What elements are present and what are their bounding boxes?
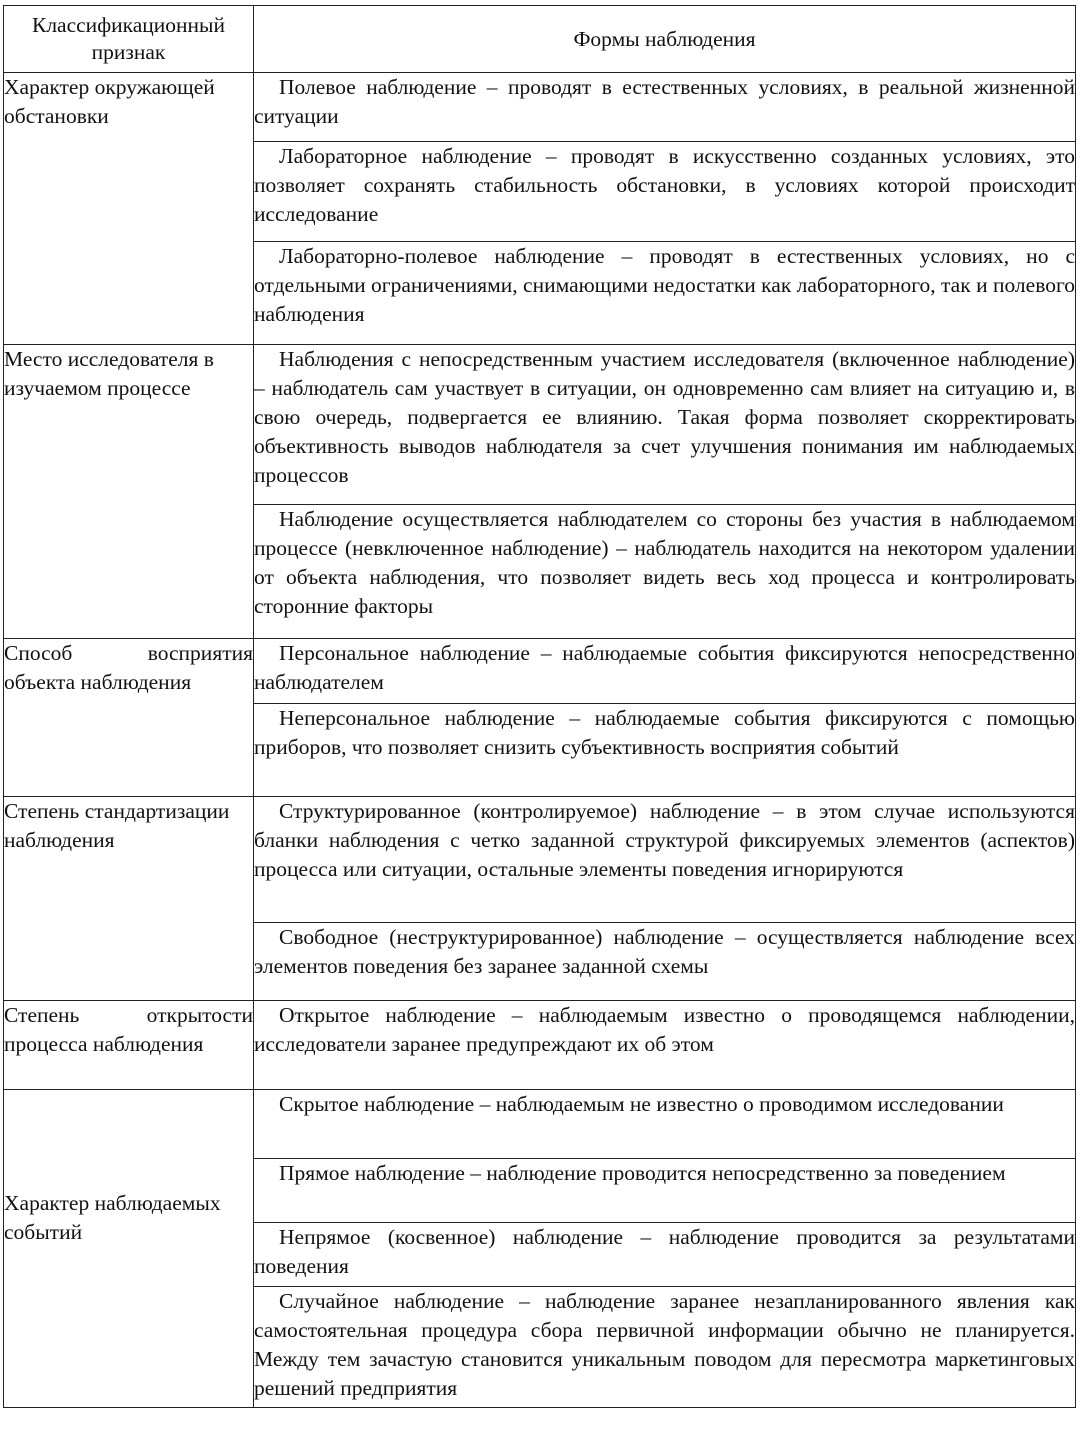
form-text: Прямое наблюдение – наблюдение проводится непосредственно за поведением — [279, 1161, 1006, 1185]
form-text: Непрямое (косвенное) наблюдение – наблюдение проводится за результатами поведения — [254, 1225, 1075, 1278]
form-cell — [254, 1001, 1076, 1090]
criterion-text: Характер наблюдаемых событий — [4, 1190, 221, 1244]
form-cell — [254, 142, 1076, 242]
table-row — [4, 797, 1076, 923]
criterion-cell: Место исследователя в изучаемом процессе — [4, 345, 254, 639]
form-cell — [254, 704, 1076, 797]
form-cell — [254, 242, 1076, 345]
form-cell — [254, 1159, 1076, 1223]
criterion-cell: Характер окружающей обстановки — [4, 73, 254, 345]
form-cell — [254, 345, 1076, 505]
form-cell — [254, 639, 1076, 704]
form-cell — [254, 1223, 1076, 1287]
form-text: Лабораторно-полевое наблюдение – проводят в естественных условиях, но с отдельными ограничениями, снимающими недостатки как лабораторного, так и полевого наблюдения — [254, 244, 1075, 326]
criterion-cell — [4, 1090, 254, 1408]
form-text: Неперсональное наблюдение – наблюдаемые события фиксируются с помощью приборов, что позволяет снизить субъективность восприятия событий — [254, 706, 1075, 759]
form-cell — [254, 73, 1076, 142]
table-row — [4, 639, 1076, 704]
form-text: Полевое наблюдение – проводят в естественных условиях, в реальной жизненной ситуации — [254, 75, 1075, 128]
criterion-cell: Степень стандартизации наблюдения — [4, 797, 254, 1001]
form-cell — [254, 1090, 1076, 1159]
form-text: Скрытое наблюдение – наблюдаемым не известно о проводимом исследовании — [279, 1092, 1004, 1116]
form-cell — [254, 1287, 1076, 1408]
form-text: Свободное (неструктурированное) наблюдение – осуществляется наблюдение всех элементов поведения без заранее заданной схемы — [254, 925, 1075, 978]
header-forms: Формы наблюдения — [254, 6, 1076, 73]
form-cell — [254, 923, 1076, 1001]
form-text: Лабораторное наблюдение – проводят в искусственно созданных условиях, это позволяет сохранять стабильность обстановки, в условиях которой происходит исследование — [254, 144, 1075, 226]
form-text: Случайное наблюдение – наблюдение заранее незапланированного явления как самостоятельная процедура сбора первичной информации обычно не планируется. Между тем зачастую становится уникальным поводом для пересмотра маркетинговых решений предприятия — [254, 1289, 1075, 1400]
criterion-cell: Способ восприятия объекта наблюдения — [4, 639, 254, 797]
header-criterion: Классификационный признак — [4, 6, 254, 73]
form-cell — [254, 505, 1076, 639]
observation-forms-table — [3, 5, 1076, 1408]
header-row — [4, 6, 1076, 73]
form-text: Наблюдение осуществляется наблюдателем со стороны без участия в наблюдаемом процессе (невключенное наблюдение) – наблюдатель находится на некотором удалении от объекта наблюдения, что позволяет видеть весь ход процесса и контролировать сторонние факторы — [254, 507, 1075, 618]
form-text: Структурированное (контролируемое) наблюдение – в этом случае используются бланки наблюдения с четко заданной структурой фиксируемых элементов (аспектов) процесса или ситуации, остальные элементы поведения игнорируются — [254, 799, 1075, 881]
form-cell — [254, 797, 1076, 923]
table-row — [4, 345, 1076, 505]
form-text: Наблюдения с непосредственным участием исследователя (включенное наблюдение) – наблюдатель сам участвует в ситуации, он одновременно сам влияет на ситуацию и, в свою очередь, подвергается ее влиянию. Такая форма позволяет скорректировать объективность выводов наблюдателя за счет улучшения понимания им наблюдаемых процессов — [254, 347, 1075, 487]
form-text: Открытое наблюдение – наблюдаемым известно о проводящемся наблюдении, исследователи заранее предупреждают их об этом — [254, 1003, 1075, 1056]
table-row — [4, 1001, 1076, 1090]
form-text: Персональное наблюдение – наблюдаемые события фиксируются непосредственно наблюдателем — [254, 641, 1075, 694]
table-row — [4, 1090, 1076, 1159]
criterion-cell: Степень открытости процесса наблюдения — [4, 1001, 254, 1090]
table-row — [4, 73, 1076, 142]
